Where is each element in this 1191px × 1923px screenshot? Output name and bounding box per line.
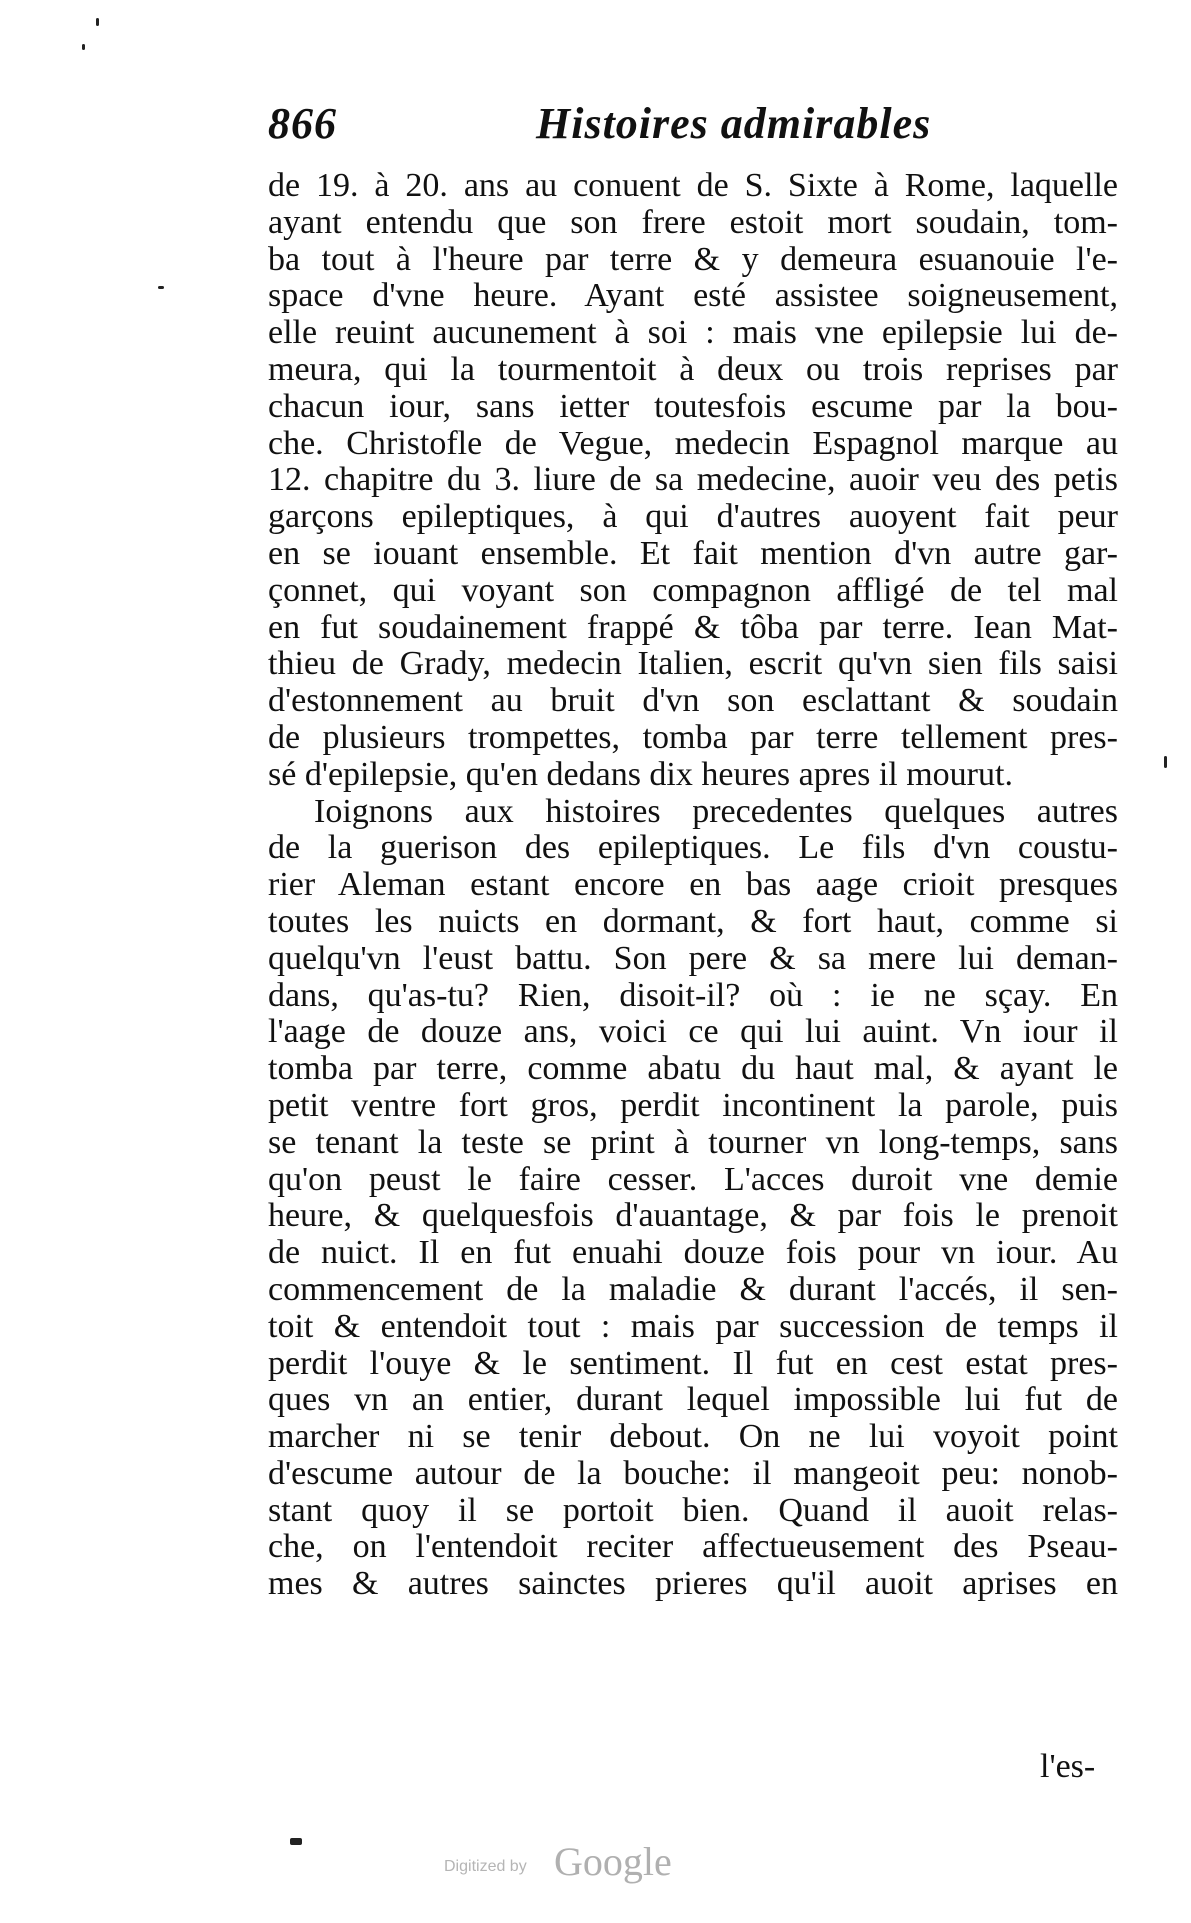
text-line: çonnet, qui voyant son compagnon affligé de tel mal [268,571,1118,609]
text-line: mes & autres sainctes prieres qu'il auoit aprises en [268,1565,1118,1603]
text-line: en fut soudainement frappé & tôba par terre. Iean Mat- [268,608,1118,646]
text-line: sé d'epilepsie, qu'en dedans dix heures apres il mourut. [268,755,1013,793]
text-line: ques vn an entier, durant lequel impossible lui fut de [268,1381,1118,1419]
text-line: qu'on peust le faire cesser. L'acces duroit vne demie [268,1160,1118,1198]
text-line: d'escume autour de la bouche: il mangeoit peu: nonob- [268,1454,1118,1492]
text-line: toit & entendoit tout : mais par succession de temps il [268,1307,1118,1345]
text-line: se tenant la teste se print à tourner vn long-temps, sans [268,1123,1118,1161]
ink-speck [158,286,164,289]
text-line: meura, qui la tourmentoit à deux ou trois reprises par [268,350,1118,388]
text-line: rier Aleman estant encore en bas aage crioit presques [268,866,1118,904]
text-line: ayant entendu que son frere estoit mort soudain, tom- [268,203,1118,241]
text-line: tomba par terre, comme abatu du haut mal, & ayant le [268,1050,1118,1088]
ink-speck [1164,756,1167,768]
page-number: 866 [268,99,337,148]
text-line: commencement de la maladie & durant l'accés, il sen- [268,1270,1118,1308]
text-line: de nuict. Il en fut enuahi douze fois pour vn iour. Au [268,1234,1118,1272]
digitized-label: Digitized by [444,1858,527,1875]
text-line: en se iouant ensemble. Et fait mention d'vn autre gar- [268,534,1118,572]
text-line: ba tout à l'heure par terre & y demeura esuanouie l'e- [268,240,1118,278]
digitized-by-google-watermark [444,1838,704,1888]
text-line: de 19. à 20. ans au conuent de S. Sixte à Rome, laquelle [268,167,1118,204]
text-line: che. Christofle de Vegue, medecin Espagnol marque au [268,424,1118,462]
page-header [268,98,938,158]
paragraph-start-line: Ioignons aux histoires precedentes quelques autres [314,792,1118,830]
text-line: thieu de Grady, medecin Italien, escrit qu'vn sien fils saisi [268,645,1118,683]
text-line: 12. chapitre du 3. liure de sa medecine, auoir veu des petis [268,461,1118,499]
ink-speck [82,44,85,50]
text-line: perdit l'ouye & le sentiment. Il fut en cest estat pres- [268,1344,1118,1382]
catchword: l'es- [1040,1748,1096,1785]
text-line: l'aage de douze ans, voici ce qui lui auint. Vn iour il [268,1013,1118,1051]
ink-speck [290,1838,302,1845]
text-line: elle reuint aucunement à soi : mais vne epilepsie lui de- [268,314,1118,352]
text-line: chacun iour, sans ietter toutesfois escume par la bou- [268,387,1118,425]
text-line: toutes les nuicts en dormant, & fort haut, comme si [268,902,1118,940]
body-text [268,168,1118,1603]
ink-speck [96,18,99,26]
text-line: de plusieurs trompettes, tomba par terre tellement pres- [268,718,1118,756]
text-line: marcher ni se tenir debout. On ne lui voyoit point [268,1418,1118,1456]
running-title: Histoires admirables [536,99,932,148]
google-label: Google [554,1839,672,1884]
text-line: che, on l'entendoit reciter affectueusement des Pseau- [268,1528,1118,1566]
text-line: space d'vne heure. Ayant esté assistee soigneusement, [268,277,1118,315]
text-line: de la guerison des epileptiques. Le fils d'vn coustu- [268,829,1118,867]
text-line: dans, qu'as-tu? Rien, disoit-il? où : ie ne sçay. En [268,976,1118,1014]
text-line: petit ventre fort gros, perdit incontinent la parole, puis [268,1086,1118,1124]
text-line: d'estonnement au bruit d'vn son esclattant & soudain [268,682,1118,720]
text-line: quelqu'vn l'eust battu. Son pere & sa mere lui deman- [268,939,1118,977]
text-line: heure, & quelquesfois d'auantage, & par fois le prenoit [268,1197,1118,1235]
text-line: garçons epileptiques, à qui d'autres auoyent fait peur [268,498,1118,536]
text-line: stant quoy il se portoit bien. Quand il auoit relas- [268,1491,1118,1529]
